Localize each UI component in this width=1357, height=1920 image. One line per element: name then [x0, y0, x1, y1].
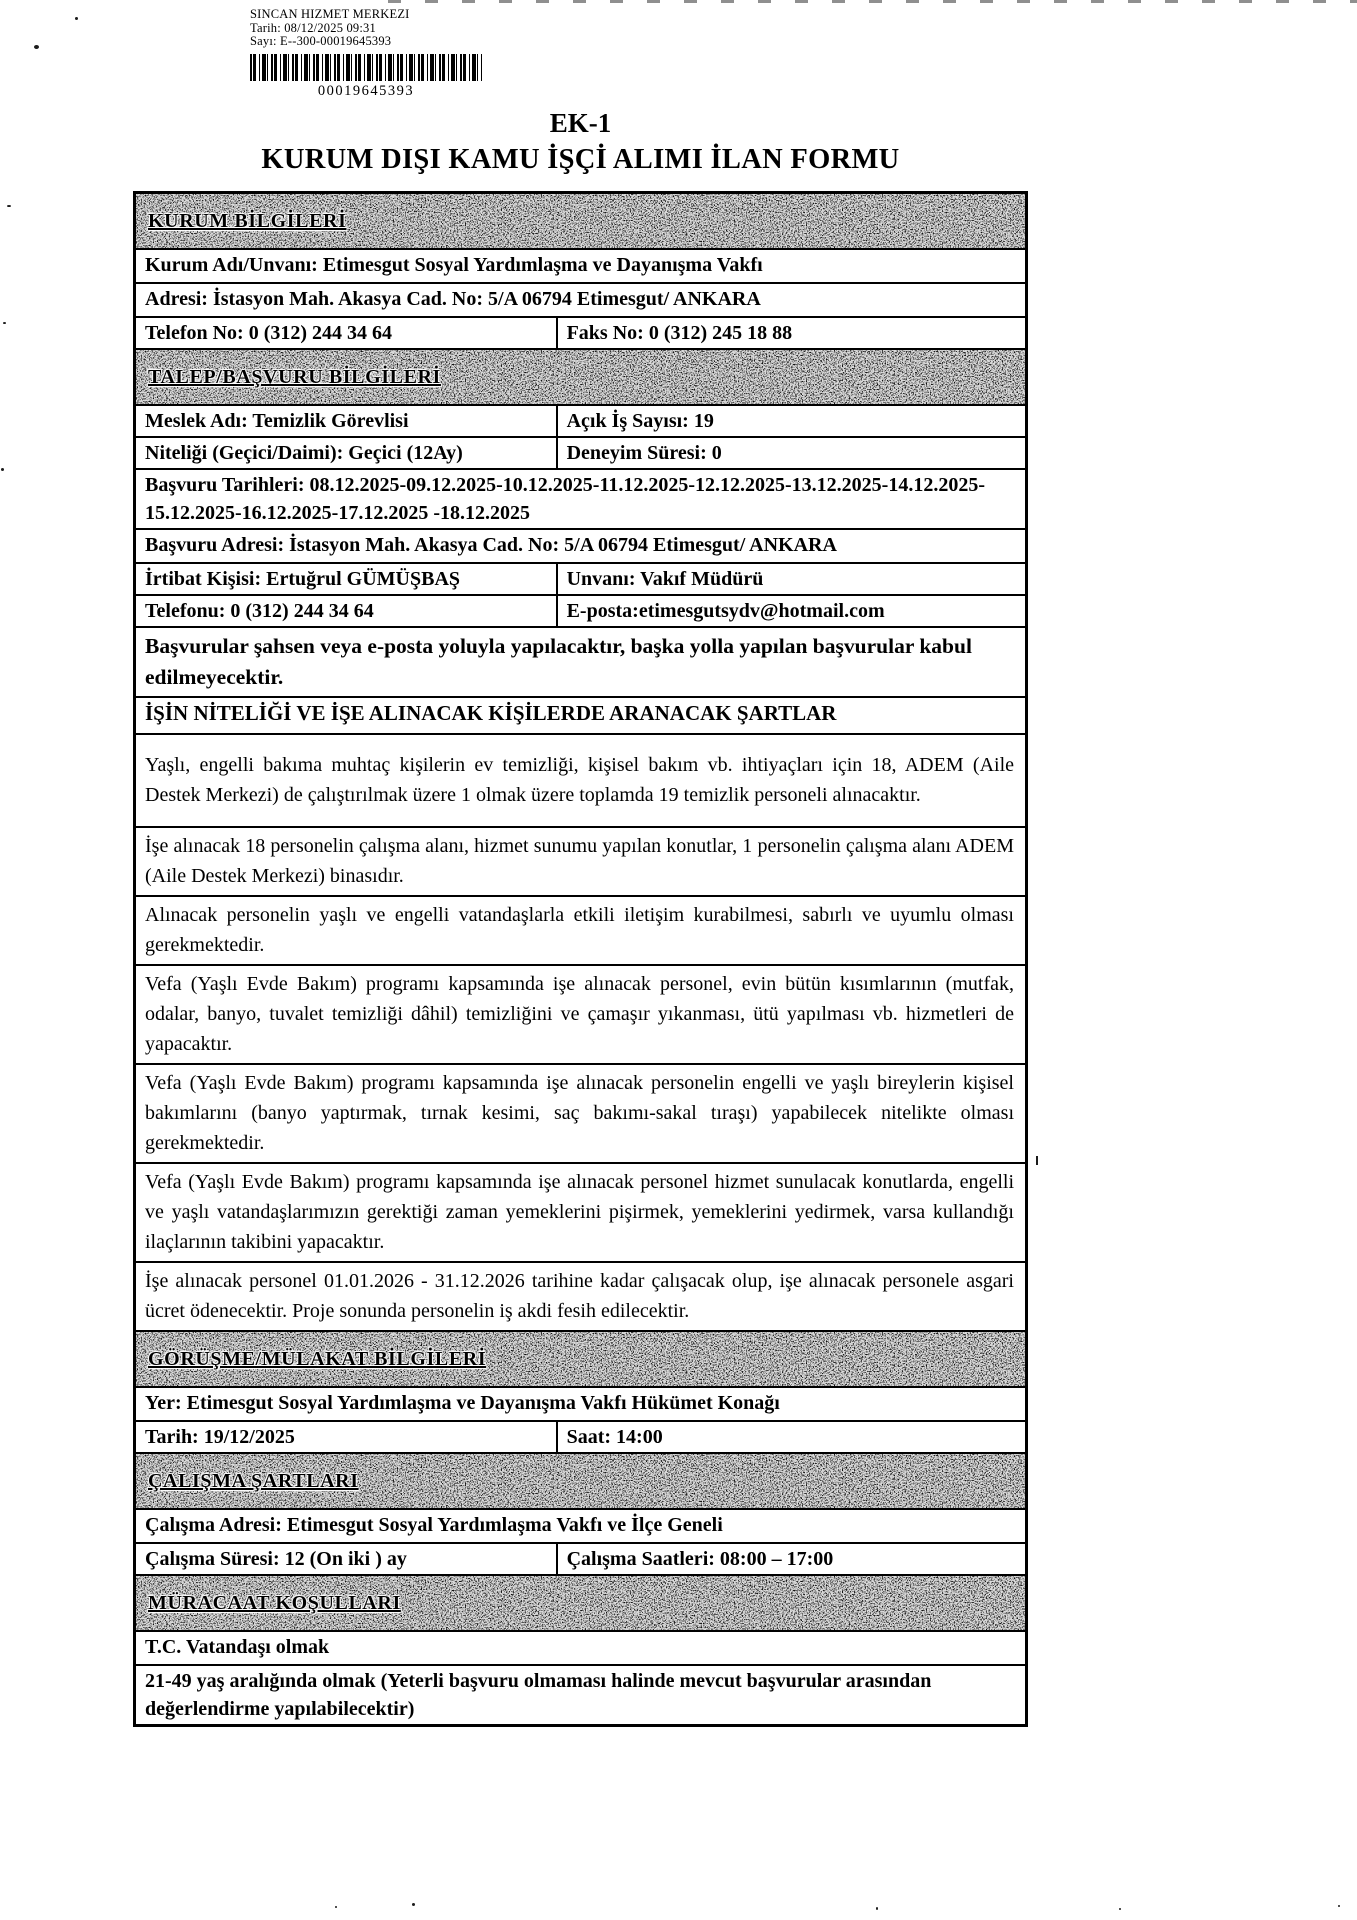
- cell-unvan: Unvanı: Vakıf Müdürü: [556, 564, 1025, 594]
- scan-date: Tarih: 08/12/2025 09:31: [250, 20, 376, 35]
- scan-speck: [75, 17, 78, 20]
- row-yer: Yer: Etimesgut Sosyal Yardımlaşma ve Dayanışma Vakfı Hükümet Konağı: [136, 1388, 1025, 1422]
- cell-acik-is: Açık İş Sayısı: 19: [556, 406, 1025, 436]
- row-tc-vatandasi: T.C. Vatandaşı olmak: [136, 1632, 1025, 1666]
- section-label: KURUM BİLGİLERİ: [148, 209, 347, 232]
- row-nitelik-deneyim: [136, 438, 1025, 470]
- cell-tarih: Tarih: 19/12/2025: [145, 1426, 295, 1448]
- section-band-calisma-sartlari: [136, 1454, 1025, 1510]
- scan-artifact-dashes: [388, 0, 1357, 3]
- cell-telefon: Telefon No: 0 (312) 244 34 64: [145, 322, 393, 344]
- row-yas-araligi: 21-49 yaş aralığında olmak (Yeterli başvuru olmaması halinde mevcut başvurular arasından değerlendirme yapılabilecektir): [145, 1670, 932, 1720]
- scan-speck: [412, 1903, 415, 1906]
- scan-speck: [1, 468, 4, 471]
- paragraph-7: İşe alınacak personel 01.01.2026 - 31.12.2026 tarihine kadar çalışacak olup, işe alınacak personele asgari ücret ödenecektir. Proje sonunda personelin iş akdi fesih edilecektir.: [136, 1263, 1025, 1332]
- row-telefon-faks: [136, 318, 1025, 350]
- row-adres: Adresi: İstasyon Mah. Akasya Cad. No: 5/A 06794 Etimesgut/ ANKARA: [136, 284, 1025, 318]
- cell-telefonu: Telefonu: 0 (312) 244 34 64: [145, 600, 374, 622]
- form-document: [133, 108, 1028, 1727]
- paragraph-4: Vefa (Yaşlı Evde Bakım) programı kapsamında işe alınacak personel, evin bütün kısımlarının (mutfak, odalar, banyo, tuvalet temizliği dâhil) temizliğini ve çamaşır yıkanması, ütü yapılması vb. hizmetleri de yapacaktır.: [136, 966, 1025, 1065]
- section-band-kurum-bilgileri: [136, 194, 1025, 250]
- form-annex-title: EK-1: [549, 108, 612, 138]
- scan-speck: [3, 322, 6, 324]
- scan-speck: [1119, 1908, 1121, 1910]
- scan-number: Sayı: E--300-00019645393: [250, 34, 392, 48]
- paragraph-6: Vefa (Yaşlı Evde Bakım) programı kapsamında işe alınacak personel hizmet sunulacak konutlarda, engelli ve yaşlı vatandaşlarımızın gerektiği zaman yemeklerini pişirmek, yemeklerini yedirmek, varsa kullandığı ilaçlarının takibini yapacaktır.: [136, 1164, 1025, 1263]
- scan-speck: [335, 1906, 337, 1908]
- cell-nitelik: Niteliği (Geçici/Daimi): Geçici (12Ay): [145, 442, 463, 464]
- cell-meslek: Meslek Adı: Temizlik Görevlisi: [145, 410, 409, 432]
- cell-faks: Faks No: 0 (312) 245 18 88: [556, 318, 1025, 348]
- row-basvuru-adresi: Başvuru Adresi: İstasyon Mah. Akasya Cad. No: 5/A 06794 Etimesgut/ ANKARA: [136, 530, 1025, 564]
- row-irtibat-unvan: [136, 564, 1025, 596]
- section-band-gorusme-mulakat: [136, 1332, 1025, 1388]
- row-basvuru-notice: Başvurular şahsen veya e-posta yoluyla yapılacaktır, başka yolla yapılan başvurular kabul edilmeyecektir.: [136, 628, 1025, 698]
- row-basvuru-tarihleri: Başvuru Tarihleri: 08.12.2025-09.12.2025-10.12.2025-11.12.2025-12.12.2025-13.12.2025-14.12.2025-15.12.2025-16.12.2025-17.12.2025 -18.12.2025: [136, 470, 1025, 530]
- scan-office: SINCAN HIZMET MERKEZI: [250, 7, 410, 21]
- cell-eposta: E-posta:etimesgutsydv@hotmail.com: [556, 596, 1025, 626]
- row-meslek-acikis: [136, 406, 1025, 438]
- section-label: MÜRACAAT KOŞULLARI: [148, 1591, 401, 1614]
- section-band-talep-basvuru: [136, 350, 1025, 406]
- paragraph-2: İşe alınacak 18 personelin çalışma alanı, hizmet sunumu yapılan konutlar, 1 personelin çalışma alanı ADEM (Aile Destek Merkezi) binasıdır.: [136, 828, 1025, 897]
- cell-calisma-suresi: Çalışma Süresi: 12 (On iki ) ay: [145, 1548, 407, 1570]
- cell-calisma-saatleri: Çalışma Saatleri: 08:00 – 17:00: [556, 1544, 1025, 1574]
- row-calisma-adresi: Çalışma Adresi: Etimesgut Sosyal Yardımlaşma Vakfı ve İlçe Geneli: [136, 1510, 1025, 1544]
- section-label: GÖRÜŞME/MÜLAKAT BİLGİLERİ: [148, 1347, 487, 1370]
- row-isin-niteligi-heading: İŞİN NİTELİĞİ VE İŞE ALINACAK KİŞİLERDE ARANACAK ŞARTLAR: [136, 698, 1025, 735]
- scan-speck: [7, 205, 11, 207]
- scan-speck: [1338, 1905, 1340, 1907]
- scan-speck: [876, 1907, 878, 1910]
- paragraph-3: Alınacak personelin yaşlı ve engelli vatandaşlarla etkili iletişim kurabilmesi, sabırlı ve uyumlu olması gerekmektedir.: [136, 897, 1025, 966]
- scan-header: [250, 8, 410, 49]
- row-telefonu-eposta: [136, 596, 1025, 628]
- form-main-title: KURUM DIŞI KAMU İŞÇİ ALIMI İLAN FORMU: [261, 144, 900, 175]
- barcode: [250, 54, 482, 81]
- cell-irtibat: İrtibat Kişisi: Ertuğrul GÜMÜŞBAŞ: [145, 568, 461, 590]
- row-kurum-adi: Kurum Adı/Unvanı: Etimesgut Sosyal Yardımlaşma ve Dayanışma Vakfı: [136, 250, 1025, 284]
- row-sure-saatler: [136, 1544, 1025, 1576]
- section-label: ÇALIŞMA ŞARTLARI: [148, 1469, 359, 1492]
- barcode-number: 00019645393: [317, 83, 415, 99]
- section-label: TALEP/BAŞVURU BİLGİLERİ: [148, 365, 441, 388]
- cell-deneyim: Deneyim Süresi: 0: [556, 438, 1025, 468]
- section-band-muracaat-kosullari: [136, 1576, 1025, 1632]
- scan-speck: [34, 45, 39, 49]
- paragraph-5: Vefa (Yaşlı Evde Bakım) programı kapsamında işe alınacak personelin engelli ve yaşlı bireylerin kişisel bakımlarını (banyo yaptırmak, tırnak kesimi, saç bakımı-sakal tıraşı) yapabilecek nitelikte olması gerekmektedir.: [136, 1065, 1025, 1164]
- form-table: [133, 191, 1028, 1727]
- cell-saat: Saat: 14:00: [556, 1422, 1025, 1452]
- paragraph-1: Yaşlı, engelli bakıma muhtaç kişilerin ev temizliği, kişisel bakım vb. ihtiyaçları için 18, ADEM (Aile Destek Merkezi) de çalıştırılmak üzere 1 olmak üzere toplamda 19 temizlik personeli alınacaktır.: [136, 735, 1025, 828]
- scan-speck: [1036, 1156, 1038, 1165]
- row-tarih-saat: [136, 1422, 1025, 1454]
